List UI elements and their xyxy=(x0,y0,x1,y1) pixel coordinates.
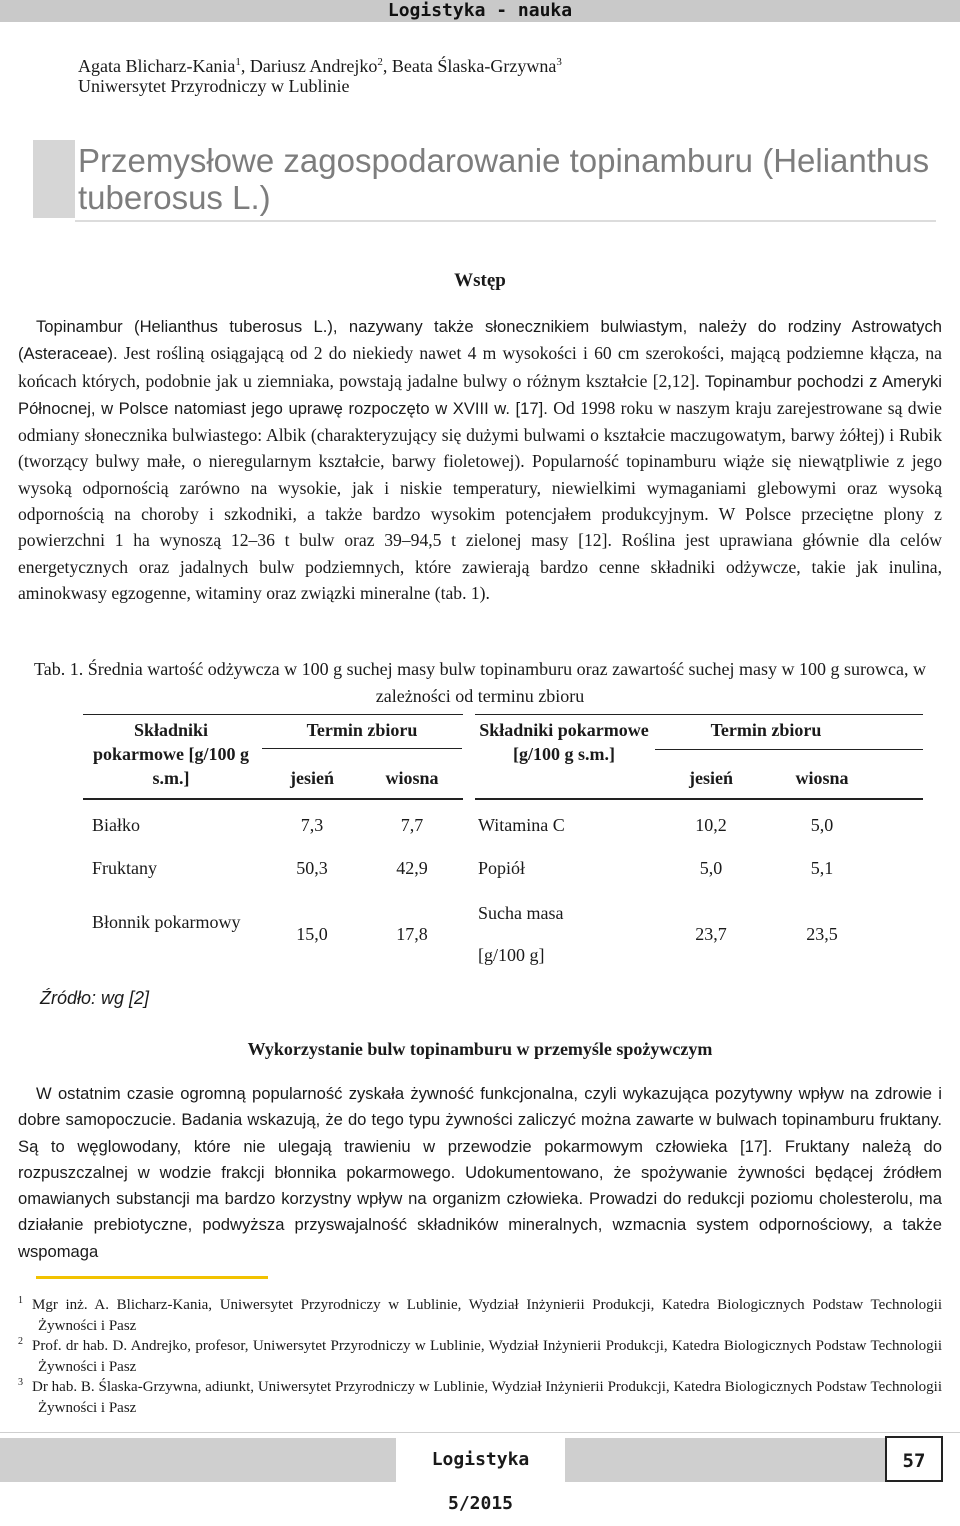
author-name: Beata Ślaska-Grzywna xyxy=(391,56,557,76)
body-text: W ostatnim czasie ogromną popularność zyskała żywność funkcjonalna, czyli wykazująca pozytywny wpływ na zdrowie i dobre samopoczucie. Badania wskazują, że do tego typu żywności zaliczyć można zawarte w bulwach topinamburu fruktany. Są to węglowodany, które nie ulegają trawieniu w przewodzie pokarmowym człowieka [17]. Fruktany należą do rozpuszczalnej w wodzie frakcji błonnika pokarmowego. Udokumentowano, że spożywanie żywności będącej źródłem omawianych substancji ma bardzo korzystny wpływ na organizm człowieka. Prowadzi do redukcji poziomu cholesterolu, ma działanie prebiotyczne, podwyższa przyswajalność składników mineralnych, wzmacnia system odpornościowy, a także wspomaga xyxy=(18,1084,942,1261)
table-rule xyxy=(655,749,923,750)
table-cell: 5,0 xyxy=(810,815,834,835)
author-mark: 2 xyxy=(377,56,383,68)
col-header-spring: wiosna xyxy=(795,768,849,788)
footnote-text: Mgr inż. A. Blicharz-Kania, Uniwersytet Przyrodniczy w Lublinie, Wydział Inżynierii Produkcji, Katedra Biologicznych Podstaw Technologii Żywności i Pasz xyxy=(32,1297,942,1334)
table-cell: [g/100 g] xyxy=(478,945,545,965)
intro-paragraph xyxy=(18,313,942,606)
footer-band-left xyxy=(0,1438,396,1482)
table-cell: 50,3 xyxy=(296,858,328,878)
page-number: 57 xyxy=(885,1436,943,1482)
footnote xyxy=(18,1290,942,1337)
author-mark: 3 xyxy=(556,56,562,68)
intro-heading: Wstęp xyxy=(454,270,506,291)
table-cell: 5,1 xyxy=(810,858,834,878)
table-cell: 42,9 xyxy=(396,858,428,878)
section-heading: Wykorzystanie bulw topinamburu w przemyśle spożywczym xyxy=(247,1039,713,1059)
table-rule xyxy=(83,798,463,800)
footnote-text: Dr hab. B. Ślaska-Grzywna, adiunkt, Uniwersytet Przyrodniczy w Lublinie, Wydział Inżynierii Produkcji, Katedra Biologicznych Podstaw Technologii Żywności i Pasz xyxy=(32,1379,942,1416)
affiliation: Uniwersytet Przyrodniczy w Lublinie xyxy=(78,76,350,96)
table-cell: Witamina C xyxy=(478,815,565,835)
table-cell: Białko xyxy=(92,815,140,835)
table-cell: 17,8 xyxy=(396,924,428,944)
table-source: Źródło: wg [2] xyxy=(40,988,150,1008)
intro-text-sans: Topinambur (Helianthus tuberosus L.), nazywany także słonecznikiem bulwiastym, należy do rodziny Astrowatych (Asteraceae). xyxy=(18,317,942,364)
col-header-autumn: jesień xyxy=(290,768,334,788)
table-cell: 5,0 xyxy=(699,858,723,878)
title-line: Przemysłowe zagospodarowanie topinamburu (Helianthus xyxy=(78,142,930,179)
author-name: Dariusz Andrejko xyxy=(249,56,378,76)
author-separator: , xyxy=(382,56,392,76)
footer-rule xyxy=(0,1432,960,1433)
footnote-rule xyxy=(36,1276,268,1279)
author-name: Agata Blicharz-Kania xyxy=(78,56,236,76)
table-cell: Fruktany xyxy=(92,858,157,878)
footnote-mark: 3 xyxy=(18,1377,23,1388)
footnote-mark: 1 xyxy=(18,1295,23,1306)
section-title: Logistyka - nauka xyxy=(387,0,573,21)
col-header-component: Składniki pokarmowe [g/100 g s.m.] xyxy=(479,720,649,764)
footer-band-right xyxy=(565,1438,885,1482)
table-rule xyxy=(475,714,923,715)
footnote xyxy=(18,1372,942,1419)
table-cell: Popiół xyxy=(478,858,526,878)
article-title xyxy=(78,142,938,216)
col-header-autumn: jesień xyxy=(689,768,733,788)
intro-text-sans: Topinambur pochodzi z Ameryki Północnej, w Polsce natomiast jego uprawę rozpoczęto w XVIII w. [17]. xyxy=(18,371,942,418)
author-line xyxy=(78,50,562,78)
table-cell: 23,7 xyxy=(695,924,727,944)
footnote-mark: 2 xyxy=(18,1336,23,1347)
table-rule xyxy=(83,714,463,715)
author-mark: 1 xyxy=(235,56,241,68)
table-cell: 10,2 xyxy=(695,815,727,835)
footnote-text: Prof. dr hab. D. Andrejko, profesor, Uniwersytet Przyrodniczy w Lublinie, Wydział Inżynierii Produkcji, Katedra Biologicznych Podstaw Technologii Żywności i Pasz xyxy=(32,1338,942,1375)
title-rule xyxy=(75,220,936,222)
table-cell: 15,0 xyxy=(296,924,328,944)
intro-text: Jest rośliną osiągającą od 2 do niekiedy nawet 4 m wysokości i 60 cm szerokości, mającą podziemne kłącza, na końcach których, podobnie jak u ziemniaka, powstają jadalne bulwy o różnym kształcie [2,12]. xyxy=(18,343,942,391)
author-separator: , xyxy=(240,56,250,76)
journal-name: Logistyka 5/2015 xyxy=(431,1449,530,1514)
footnote xyxy=(18,1331,942,1378)
col-header-term: Termin zbioru xyxy=(710,720,822,740)
col-header-spring: wiosna xyxy=(385,768,439,788)
table-cell: 7,7 xyxy=(400,815,424,835)
table-cell: Błonnik pokarmowy xyxy=(92,912,241,932)
intro-text: Od 1998 roku w naszym kraju zarejestrowane są dwie odmiany słonecznika bulwiastego: Albik (charakteryzujący się dużymi bulwami o kształcie maczugowatym, barwy żółtej) i Rubik (tworzący bulwy małe, o nieregularnym kształcie, barwy fioletowej). Popularność topinamburu wiąże się niewątpliwie z jego wysoką odpornością zarówno na wysokie, jak i niskie temperatury, niewielkimi wymaganiami glebowymi oraz wysoką odpornością na choroby i szkodniki, a także bardzo wysokim potencjałem produkcyjnym. W Polsce przeciętne plony z powierzchni 1 ha wynoszą 12–36 t bulw oraz 39–94,5 t zielonej masy [12]. Roślina jest uprawiana głównie dla celów energetycznych oraz jadalnych bulw podziemnych, które zawierają bardzo cenne składniki odżywcze, takie jak inulina, aminokwasy egzogenne, witaminy oraz związki mineralne (tab. 1). xyxy=(18,397,942,603)
col-header-term: Termin zbioru xyxy=(306,720,418,740)
table-caption: Tab. 1. Średnia wartość odżywcza w 100 g suchej masy bulw topinamburu oraz zawartość suchej masy w 100 g surowca, w zależności od terminu zbioru xyxy=(34,659,926,706)
table-cell: 23,5 xyxy=(806,924,838,944)
col-header-component: Składniki pokarmowe [g/100 g s.m.] xyxy=(93,720,249,788)
table-rule xyxy=(475,798,923,800)
table-cell: 7,3 xyxy=(300,815,324,835)
table-cell: Sucha masa xyxy=(478,903,564,923)
title-line: tuberosus L.) xyxy=(78,179,271,216)
body-paragraph xyxy=(18,1081,942,1265)
table-rule xyxy=(262,748,462,749)
title-accent-band xyxy=(33,140,75,218)
